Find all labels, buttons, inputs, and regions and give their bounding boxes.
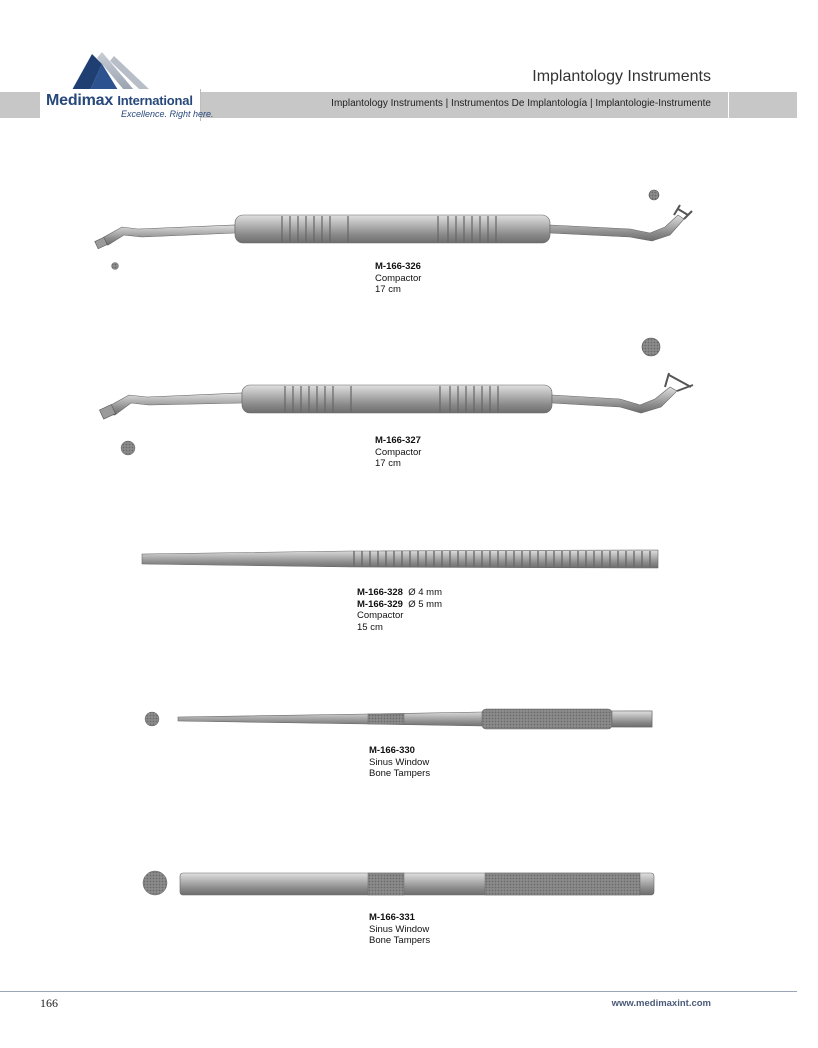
product-diameter: Ø 5 mm [408, 598, 443, 610]
product-name: Sinus Window [369, 923, 430, 935]
product-code: M-166-331 [369, 912, 415, 923]
product-caption-327 [375, 435, 421, 470]
product-code: M-166-326 [375, 261, 421, 272]
product-caption-326 [375, 261, 421, 296]
product-name: Compactor [357, 610, 404, 621]
brand-name-main: Medimax [46, 92, 114, 109]
product-name: Compactor [375, 272, 422, 284]
product-code: M-166-327 [375, 435, 421, 446]
product-size: 17 cm [375, 284, 401, 295]
website-link[interactable]: www.medimaxint.com [611, 998, 711, 1009]
product-code: M-166-328 [357, 587, 403, 598]
instrument-image-compactor-328-329 [140, 548, 660, 572]
footer-divider [0, 991, 797, 992]
product-caption-330 [369, 745, 430, 780]
product-size: 17 cm [375, 458, 401, 469]
product-name: Compactor [375, 446, 422, 458]
instrument-image-bone-tamper-330 [140, 705, 660, 735]
section-subtitle: Implantology Instruments | Instrumentos De Implantología | Implantologie-Instrumente [331, 98, 711, 109]
product-caption-328-329 [357, 587, 442, 633]
header-band-divider [728, 92, 729, 118]
product-name-line2: Bone Tampers [369, 768, 431, 779]
product-code: M-166-329 [357, 598, 403, 610]
brand-name [46, 92, 193, 110]
product-caption-331 [369, 912, 430, 947]
brand-name-suffix: International [117, 93, 193, 108]
page-number: 166 [40, 996, 58, 1010]
section-title: Implantology Instruments [532, 68, 711, 85]
product-size: 15 cm [357, 621, 383, 633]
brand-tagline: Excellence. Right here. [121, 109, 214, 119]
product-diameter: Ø 4 mm [408, 587, 443, 598]
product-name-line2: Bone Tampers [369, 935, 431, 946]
product-name: Sinus Window [369, 756, 430, 768]
instrument-image-bone-tamper-331 [140, 865, 660, 905]
product-code: M-166-330 [369, 745, 415, 756]
medimax-logo-mark-icon [64, 50, 164, 94]
